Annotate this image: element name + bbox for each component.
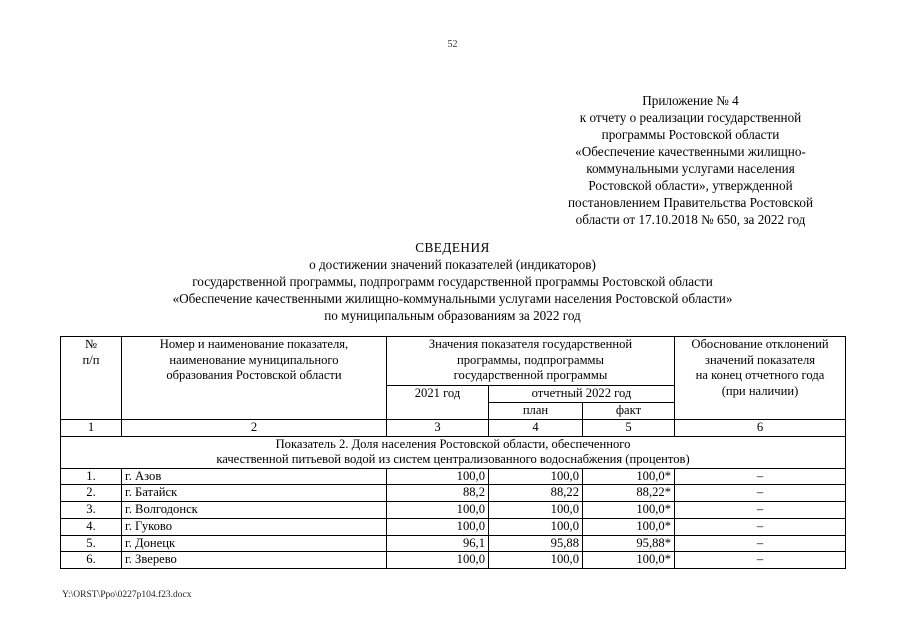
title-line: государственной программы, подпрограмм государственной программы Ростовской области	[192, 274, 713, 289]
row-note: –	[675, 502, 846, 519]
appendix-line: к отчету о реализации государственной	[579, 110, 802, 125]
row-note: –	[675, 468, 846, 485]
table-row	[61, 518, 846, 535]
row-num: 6.	[61, 552, 122, 569]
row-municipality: г. Азов	[122, 468, 387, 485]
title-heading: СВЕДЕНИЯ	[415, 240, 490, 255]
document-title	[0, 239, 905, 324]
row-municipality: г. Батайск	[122, 485, 387, 502]
row-note: –	[675, 518, 846, 535]
row-value-plan: 88,22	[489, 485, 583, 502]
row-value-fact: 100,0*	[583, 518, 675, 535]
table-row	[61, 552, 846, 569]
row-value-plan: 100,0	[489, 552, 583, 569]
column-number: 5	[583, 420, 675, 437]
appendix-caption	[548, 92, 833, 228]
row-value-2021: 96,1	[387, 535, 489, 552]
appendix-line: Ростовской области», утвержденной	[588, 178, 793, 193]
row-value-fact: 95,88*	[583, 535, 675, 552]
row-value-fact: 100,0*	[583, 552, 675, 569]
header-values: Значения показателя государственной программы, подпрограммы государственной программы	[387, 337, 675, 386]
row-value-2021: 100,0	[387, 518, 489, 535]
row-municipality: г. Зверево	[122, 552, 387, 569]
header-year-2022: отчетный 2022 год	[489, 386, 675, 403]
row-municipality: г. Гуково	[122, 518, 387, 535]
title-line: о достижении значений показателей (индикаторов)	[309, 257, 596, 272]
column-number: 2	[122, 420, 387, 437]
row-municipality: г. Волгодонск	[122, 502, 387, 519]
appendix-line: Приложение № 4	[642, 93, 739, 108]
indicators-table	[60, 336, 846, 569]
table-row	[61, 485, 846, 502]
row-num: 1.	[61, 468, 122, 485]
row-value-2021: 100,0	[387, 552, 489, 569]
appendix-line: коммунальными услугами населения	[586, 161, 795, 176]
indicator-row	[61, 436, 846, 468]
row-num: 3.	[61, 502, 122, 519]
file-path-footer: Y:\ORST\Ppo\0227p104.f23.docx	[62, 590, 192, 600]
row-value-2021: 100,0	[387, 502, 489, 519]
row-municipality: г. Донецк	[122, 535, 387, 552]
title-line: «Обеспечение качественными жилищно-коммунальными услугами населения Ростовской области»	[172, 291, 733, 306]
title-line: по муниципальным образованиям за 2022 год	[324, 308, 581, 323]
row-value-fact: 88,22*	[583, 485, 675, 502]
header-justification: Обоснование отклонений значений показателя на конец отчетного года (при наличии)	[675, 337, 846, 420]
column-number-row	[61, 420, 846, 437]
row-note: –	[675, 552, 846, 569]
column-number: 3	[387, 420, 489, 437]
row-num: 4.	[61, 518, 122, 535]
appendix-line: области от 17.10.2018 № 650, за 2022 год	[575, 212, 806, 227]
table-row	[61, 502, 846, 519]
row-value-2021: 100,0	[387, 468, 489, 485]
appendix-line: «Обеспечение качественными жилищно-	[575, 144, 806, 159]
header-num: № п/п	[61, 337, 122, 420]
row-value-fact: 100,0*	[583, 468, 675, 485]
page-number: 52	[447, 39, 458, 50]
table-row	[61, 468, 846, 485]
row-num: 2.	[61, 485, 122, 502]
table-row	[61, 535, 846, 552]
appendix-line: программы Ростовской области	[601, 127, 780, 142]
row-note: –	[675, 535, 846, 552]
row-num: 5.	[61, 535, 122, 552]
header-year-2021: 2021 год	[387, 386, 489, 420]
header-name: Номер и наименование показателя, наименование муниципального образования Ростовской области	[122, 337, 387, 420]
row-value-2021: 88,2	[387, 485, 489, 502]
header-plan: план	[489, 403, 583, 420]
row-value-plan: 100,0	[489, 518, 583, 535]
header-fact: факт	[583, 403, 675, 420]
row-value-plan: 100,0	[489, 502, 583, 519]
row-value-plan: 100,0	[489, 468, 583, 485]
column-number: 6	[675, 420, 846, 437]
appendix-line: постановлением Правительства Ростовской	[568, 195, 813, 210]
column-number: 1	[61, 420, 122, 437]
indicator-title: Показатель 2. Доля населения Ростовской области, обеспеченного качественной питьевой водой из систем централизованного водоснабжения (процентов)	[61, 436, 846, 468]
row-note: –	[675, 485, 846, 502]
row-value-fact: 100,0*	[583, 502, 675, 519]
column-number: 4	[489, 420, 583, 437]
row-value-plan: 95,88	[489, 535, 583, 552]
